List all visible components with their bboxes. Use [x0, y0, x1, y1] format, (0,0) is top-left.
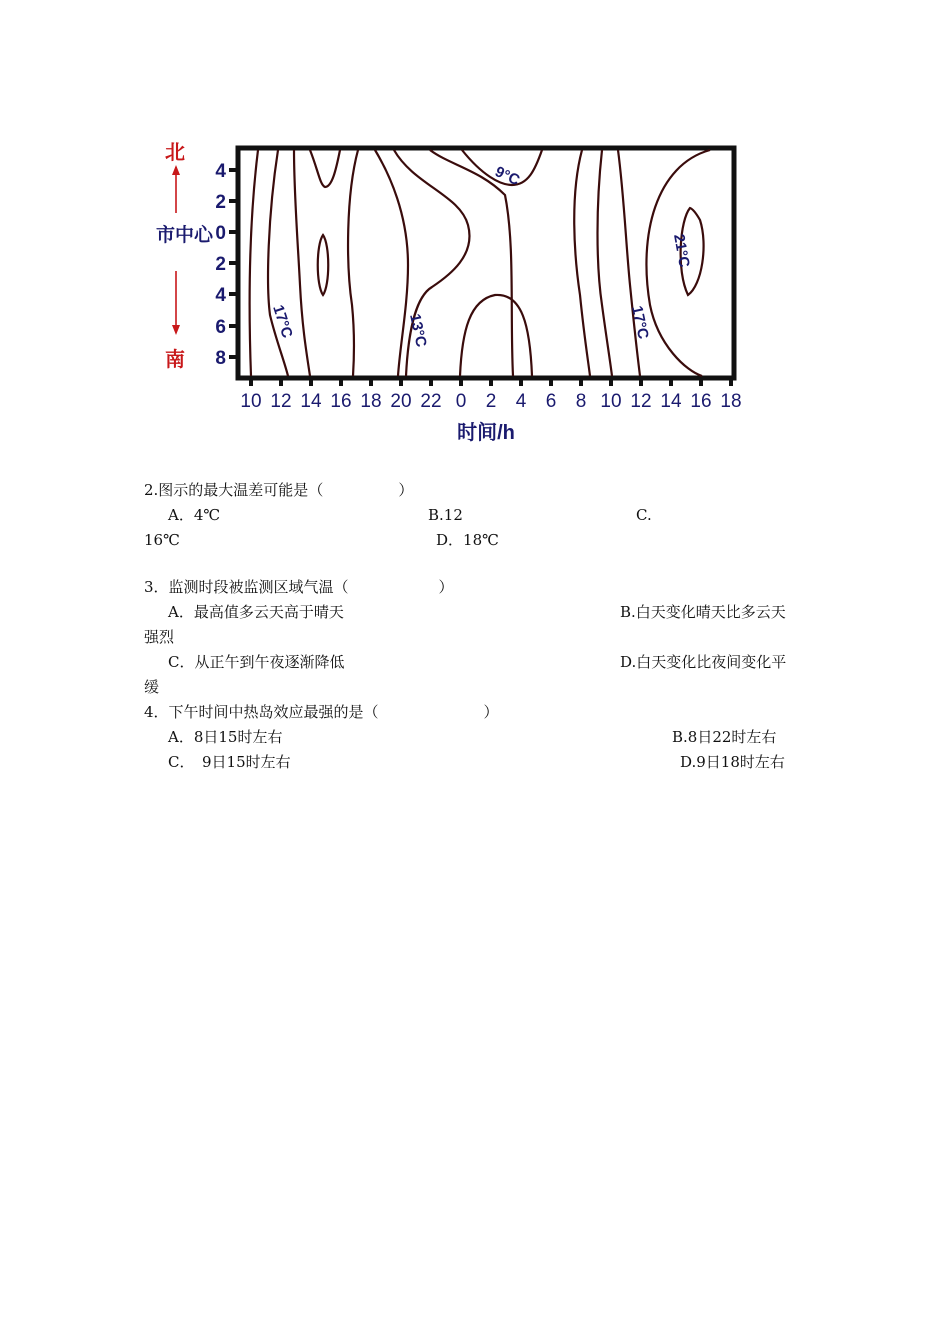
question-3-option-d-cont: 缓 — [144, 678, 160, 696]
isotherm-label: 13°C — [406, 312, 430, 349]
x-tick-mark — [339, 378, 343, 386]
x-tick-label: 18 — [360, 391, 382, 412]
x-tick-label: 16 — [690, 391, 712, 412]
isotherm-line — [348, 150, 358, 376]
question-3-option-a: A．最高值多云天高于晴天 — [168, 603, 344, 621]
question-3-option-b-cont: 强烈 — [144, 628, 175, 646]
isotherm-line — [250, 150, 258, 376]
y-tick-label: 4 — [215, 285, 226, 306]
x-tick-mark — [459, 378, 463, 386]
isotherm-line — [268, 150, 288, 376]
question-4-option-c: C． 9日15时左右 — [168, 753, 291, 771]
question-2-stem: 2.图示的最大温差可能是（ ） — [144, 481, 414, 499]
x-tick-label: 10 — [240, 391, 262, 412]
x-tick-label: 6 — [545, 391, 557, 412]
x-tick-label: 14 — [660, 391, 682, 412]
x-tick-mark — [609, 378, 613, 386]
isotherm-line — [294, 150, 310, 376]
x-tick-mark — [399, 378, 403, 386]
question-3-stem: 3．监测时段被监测区域气温（ ） — [144, 578, 454, 596]
x-tick-mark — [519, 378, 523, 386]
south-label: 南 — [165, 349, 185, 371]
question-4-option-d: D.9日18时左右 — [680, 753, 785, 771]
y-tick-label: 4 — [215, 161, 226, 182]
x-tick-label: 0 — [455, 391, 467, 412]
x-tick-mark — [669, 378, 673, 386]
x-tick-mark — [579, 378, 583, 386]
y-tick-label: 8 — [215, 348, 226, 369]
x-tick-label: 14 — [300, 391, 322, 412]
x-tick-mark — [279, 378, 283, 386]
isotherm-line — [375, 150, 408, 376]
center-label: 市中心 — [156, 225, 214, 246]
isotherm-line — [430, 150, 513, 376]
isotherm-label: 17°C — [628, 304, 652, 341]
isotherm-line — [394, 150, 469, 376]
x-tick-label: 20 — [390, 391, 412, 412]
question-3-option-d: D.白天变化比夜间变化平 — [620, 653, 787, 671]
x-tick-label: 4 — [515, 391, 527, 412]
south-arrow-head — [172, 325, 180, 335]
north-label: 北 — [165, 142, 185, 164]
isotherm-line — [318, 235, 329, 295]
question-4-stem: 4．下午时间中热岛效应最强的是（ ） — [144, 703, 499, 721]
x-tick-label: 2 — [485, 391, 497, 412]
x-axis-title: 时间/h — [457, 422, 515, 444]
x-tick-label: 12 — [270, 391, 292, 412]
isotherm-line — [310, 150, 340, 187]
y-tick-label: 2 — [215, 192, 226, 213]
x-tick-label: 8 — [575, 391, 587, 412]
question-2-option-c: C. — [636, 506, 652, 524]
y-tick-label: 6 — [215, 317, 226, 338]
x-tick-mark — [639, 378, 643, 386]
question-3-option-c: C．从正午到午夜逐渐降低 — [168, 653, 345, 671]
x-tick-mark — [489, 378, 493, 386]
question-2-option-d: D．18℃ — [436, 531, 499, 549]
x-tick-mark — [369, 378, 373, 386]
question-3-option-b: B.白天变化晴天比多云天 — [620, 603, 786, 621]
isotherm-label: 17°C — [269, 302, 296, 341]
question-2-option-b: B.12 — [428, 506, 463, 524]
x-tick-mark — [309, 378, 313, 386]
north-arrow-head — [172, 165, 180, 175]
y-tick-label: 2 — [215, 254, 226, 275]
isotherm-line — [618, 150, 640, 376]
question-4-option-a: A．8日15时左右 — [168, 728, 283, 746]
x-tick-label: 22 — [420, 391, 442, 412]
x-tick-label: 16 — [330, 391, 352, 412]
isotherm-line — [574, 150, 590, 376]
question-4-option-b: B.8日22时左右 — [672, 728, 777, 746]
plot-frame — [238, 148, 734, 378]
question-2-option-c-value: 16℃ — [144, 531, 180, 549]
isotherm-line — [460, 295, 532, 376]
x-tick-mark — [549, 378, 553, 386]
x-tick-label: 10 — [600, 391, 622, 412]
x-tick-mark — [699, 378, 703, 386]
isotherm-figure — [150, 135, 760, 445]
isotherm-lines — [250, 150, 710, 376]
x-tick-label: 18 — [720, 391, 742, 412]
isotherm-label: 21°C — [670, 232, 693, 269]
question-2-option-a: A．4℃ — [168, 506, 221, 524]
x-tick-label: 12 — [630, 391, 652, 412]
x-tick-mark — [729, 378, 733, 386]
y-tick-label: 0 — [215, 223, 226, 244]
x-tick-mark — [429, 378, 433, 386]
isotherm-chart — [150, 135, 760, 445]
x-tick-mark — [249, 378, 253, 386]
isotherm-line — [598, 150, 613, 376]
isotherm-label: 9°C — [492, 163, 523, 190]
